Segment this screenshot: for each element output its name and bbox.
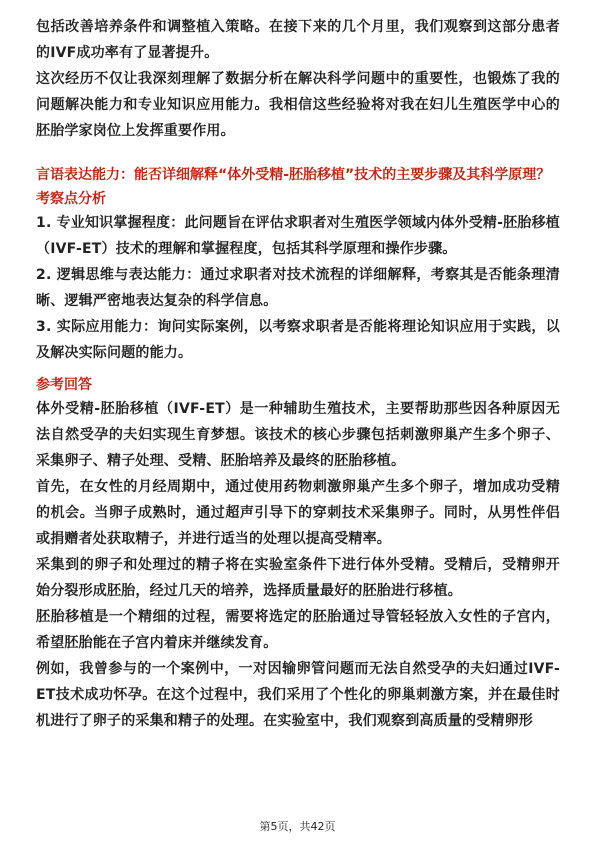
document-page [36,14,560,734]
page-number: 第5页，共42页 [259,820,336,833]
intro-paragraph-1: 包括改善培养条件和调整植入策略。在接下来的几个月里，我们观察到这部分患者的IVF成功率有了显著提升。 [36,19,560,61]
analysis-item-2: 2. 逻辑思维与表达能力：通过求职者对技术流程的详细解释，考察其是否能条理清晰、逻辑严密地表达复杂的科学信息。 [36,267,560,309]
question-title: 言语表达能力：能否详细解释“体外受精-胚胎移植”技术的主要步骤及其科学原理？ [36,167,551,183]
analysis-item-3: 3. 实际应用能力：询问实际案例，以考察求职者是否能将理论知识应用于实践，以及解决实际问题的能力。 [36,319,560,361]
reference-heading: 参考回答 [36,377,92,393]
reference-paragraph-1: 体外受精-胚胎移植（IVF-ET）是一种辅助生殖技术，主要帮助那些因各种原因无法自然受孕的夫妇实现生育梦想。该技术的核心步骤包括刺激卵巢产生多个卵子、采集卵子、精子处理、受精、胚胎培养及最终的胚胎移植。 [36,401,560,469]
reference-paragraph-3: 采集到的卵子和处理过的精子将在实验室条件下进行体外受精。受精后，受精卵开始分裂形成胚胎，经过几天的培养，选择质量最好的胚胎进行移植。 [36,557,560,599]
reference-paragraph-2: 首先，在女性的月经周期中，通过使用药物刺激卵巢产生多个卵子，增加成功受精的机会。当卵子成熟时，通过超声引导下的穿刺技术采集卵子。同时，从男性伴侣或捐赠者处获取精子，并进行适当的处理以提高受精率。 [36,479,560,547]
analysis-heading: 考察点分析 [36,191,106,207]
intro-paragraph-2: 这次经历不仅让我深刻理解了数据分析在解决科学问题中的重要性，也锻炼了我的问题解决能力和专业知识应用能力。我相信这些经验将对我在妇儿生殖医学中心的胚胎学家岗位上发挥重要作用。 [36,71,560,139]
reference-paragraph-5: 例如，我曾参与的一个案例中，一对因输卵管问题而无法自然受孕的夫妇通过IVF-ET技术成功怀孕。在这个过程中，我们采用了个性化的卵巢刺激方案，并在最佳时机进行了卵子的采集和精子的处理。在实验室中，我们观察到高质量的受精卵形 [36,661,560,729]
reference-paragraph-4: 胚胎移植是一个精细的过程，需要将选定的胚胎通过导管轻轻放入女性的子宫内，希望胚胎能在子宫内着床并继续发育。 [36,609,560,651]
analysis-item-1: 1. 专业知识掌握程度：此问题旨在评估求职者对生殖医学领域内体外受精-胚胎移植（IVF-ET）技术的理解和掌握程度，包括其科学原理和操作步骤。 [36,215,560,257]
